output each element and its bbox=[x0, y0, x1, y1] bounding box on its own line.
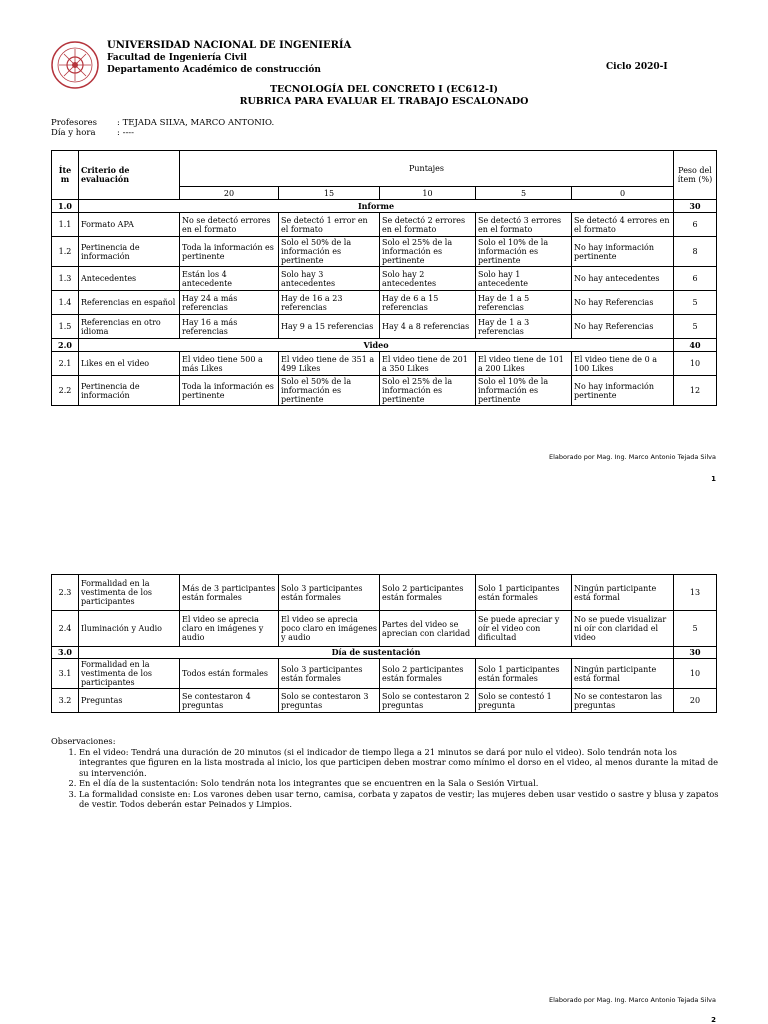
item-number: 1.4 bbox=[52, 291, 79, 315]
weight-cell: 10 bbox=[674, 352, 717, 376]
criterion-cell: Formalidad en la vestimenta de los participantes bbox=[79, 659, 180, 689]
score-cell: Ningún participante está formal bbox=[572, 575, 674, 611]
observation-item: 1. En el video: Tendrá una duración de 20 minutos (si el indicador de tiempo llega a 21 minutos se dará por nulo el video). Solo tendrán nota los integrantes que figuren en la lista mostrada al inicio, los que participen deben mostrar como mínimo el dorso en el video, al menos durante la mitad de su intervención. bbox=[79, 747, 721, 779]
table-row bbox=[52, 575, 717, 611]
score-cell: Solo el 10% de la información es pertinente bbox=[476, 376, 572, 406]
item-number: 1.3 bbox=[52, 267, 79, 291]
item-number: 2.2 bbox=[52, 376, 79, 406]
weight-cell: 13 bbox=[674, 575, 717, 611]
weight-cell: 5 bbox=[674, 291, 717, 315]
weight-cell: 6 bbox=[674, 213, 717, 237]
score-cell: Solo 3 participantes están formales bbox=[279, 659, 380, 689]
score-cell: No hay Referencias bbox=[572, 291, 674, 315]
section-number: 2.0 bbox=[52, 339, 79, 352]
item-number: 3.2 bbox=[52, 689, 79, 713]
header-puntajes: Puntajes bbox=[180, 151, 674, 187]
institution-block bbox=[107, 40, 351, 76]
score-header: 10 bbox=[380, 187, 476, 200]
criterion-cell: Formalidad en la vestimenta de los participantes bbox=[79, 575, 180, 611]
schedule-label: Día y hora bbox=[51, 128, 96, 138]
score-cell: Solo el 10% de la información es pertinente bbox=[476, 237, 572, 267]
criterion-cell: Preguntas bbox=[79, 689, 180, 713]
observation-item: 2. En el día de la sustentación: Solo tendrán nota los integrantes que se encuentren en la Sala o Sesión Virtual. bbox=[79, 778, 721, 789]
table-row bbox=[52, 611, 717, 647]
score-cell: Se puede apreciar y oír el video con dificultad bbox=[476, 611, 572, 647]
criterion-cell: Referencias en otro idioma bbox=[79, 315, 180, 339]
page-number: 1 bbox=[711, 475, 716, 483]
score-cell: No se puede visualizar ni oír con claridad el video bbox=[572, 611, 674, 647]
faculty-name: Facultad de Ingeniería Civil bbox=[107, 53, 247, 63]
score-cell: Hay de 6 a 15 referencias bbox=[380, 291, 476, 315]
score-cell: No hay Referencias bbox=[572, 315, 674, 339]
item-number: 2.3 bbox=[52, 575, 79, 611]
score-cell: Están los 4 antecedente bbox=[180, 267, 279, 291]
schedule-line bbox=[51, 128, 134, 138]
score-cell: Solo el 25% de la información es pertinente bbox=[380, 376, 476, 406]
score-cell: Se detectó 1 error en el formato bbox=[279, 213, 380, 237]
score-cell: El video tiene de 351 a 499 Likes bbox=[279, 352, 380, 376]
table-row bbox=[52, 291, 717, 315]
weight-cell: 6 bbox=[674, 267, 717, 291]
criterion-cell: Iluminación y Audio bbox=[79, 611, 180, 647]
item-number: 2.4 bbox=[52, 611, 79, 647]
score-cell: Toda la información es pertinente bbox=[180, 376, 279, 406]
header-criterion: Criterio de evaluación bbox=[79, 151, 180, 200]
criterion-cell: Likes en el video bbox=[79, 352, 180, 376]
score-cell: Solo 2 participantes están formales bbox=[380, 659, 476, 689]
footer-credit: Elaborado por Mag. Ing. Marco Antonio Tejada Silva bbox=[548, 996, 716, 1004]
table-row bbox=[52, 352, 717, 376]
score-header: 5 bbox=[476, 187, 572, 200]
score-cell: Se detectó 2 errores en el formato bbox=[380, 213, 476, 237]
section-title: Día de sustentación bbox=[79, 647, 674, 659]
section-row bbox=[52, 339, 717, 352]
score-cell: Toda la información es pertinente bbox=[180, 237, 279, 267]
score-cell: No se contestaron las preguntas bbox=[572, 689, 674, 713]
score-cell: Solo 1 participantes están formales bbox=[476, 575, 572, 611]
header-item: Íte m bbox=[52, 151, 79, 200]
observations-list bbox=[51, 747, 721, 810]
score-cell: Hay de 16 a 23 referencias bbox=[279, 291, 380, 315]
score-cell: Solo hay 3 antecedentes bbox=[279, 267, 380, 291]
score-cell: El video tiene de 0 a 100 Likes bbox=[572, 352, 674, 376]
score-cell: El video tiene de 201 a 350 Likes bbox=[380, 352, 476, 376]
weight-cell: 5 bbox=[674, 315, 717, 339]
table-row bbox=[52, 376, 717, 406]
score-cell: Solo el 50% de la información es pertinente bbox=[279, 237, 380, 267]
section-weight: 30 bbox=[674, 200, 717, 213]
rubric-table-page2 bbox=[51, 574, 717, 713]
section-title: Informe bbox=[79, 200, 674, 213]
score-cell: No hay información pertinente bbox=[572, 237, 674, 267]
section-number: 1.0 bbox=[52, 200, 79, 213]
score-header: 20 bbox=[180, 187, 279, 200]
document-title: TECNOLOGÍA DEL CONCRETO I (EC612-I) bbox=[269, 84, 499, 95]
score-cell: Más de 3 participantes están formales bbox=[180, 575, 279, 611]
header-weight: Peso del ítem (%) bbox=[674, 151, 717, 200]
table-row bbox=[52, 315, 717, 339]
item-number: 1.1 bbox=[52, 213, 79, 237]
table-row bbox=[52, 213, 717, 237]
score-cell: Hay 9 a 15 referencias bbox=[279, 315, 380, 339]
criterion-cell: Pertinencia de información bbox=[79, 237, 180, 267]
footer-credit: Elaborado por Mag. Ing. Marco Antonio Tejada Silva bbox=[548, 453, 716, 461]
score-cell: No se detectó errores en el formato bbox=[180, 213, 279, 237]
section-title: Video bbox=[79, 339, 674, 352]
score-cell: Hay 24 a más referencias bbox=[180, 291, 279, 315]
professor-line bbox=[51, 118, 274, 128]
score-cell: Solo 2 participantes están formales bbox=[380, 575, 476, 611]
section-row bbox=[52, 647, 717, 659]
professor-label: Profesores bbox=[51, 118, 98, 128]
item-number: 1.2 bbox=[52, 237, 79, 267]
score-cell: Solo hay 1 antecedente bbox=[476, 267, 572, 291]
criterion-cell: Formato APA bbox=[79, 213, 180, 237]
score-cell: Solo se contestaron 3 preguntas bbox=[279, 689, 380, 713]
table-row bbox=[52, 237, 717, 267]
university-name: UNIVERSIDAD NACIONAL DE INGENIERÍA bbox=[107, 40, 352, 51]
document-subtitle: RUBRICA PARA EVALUAR EL TRABAJO ESCALONADO bbox=[239, 96, 529, 107]
score-cell: Ningún participante está formal bbox=[572, 659, 674, 689]
score-header: 0 bbox=[572, 187, 674, 200]
section-weight: 30 bbox=[674, 647, 717, 659]
score-cell: Solo el 50% de la información es pertinente bbox=[279, 376, 380, 406]
weight-cell: 10 bbox=[674, 659, 717, 689]
score-cell: Hay 16 a más referencias bbox=[180, 315, 279, 339]
score-cell: Se detectó 4 errores en el formato bbox=[572, 213, 674, 237]
professor-value: : TEJADA SILVA, MARCO ANTONIO. bbox=[117, 118, 275, 128]
department-name: Departamento Académico de construcción bbox=[107, 65, 321, 75]
score-cell: Solo se contestaron 2 preguntas bbox=[380, 689, 476, 713]
score-cell: Hay de 1 a 3 referencias bbox=[476, 315, 572, 339]
cycle-label: Ciclo 2020-I bbox=[606, 62, 668, 72]
item-number: 2.1 bbox=[52, 352, 79, 376]
weight-cell: 12 bbox=[674, 376, 717, 406]
score-cell: El video tiene de 101 a 200 Likes bbox=[476, 352, 572, 376]
score-cell: No hay información pertinente bbox=[572, 376, 674, 406]
score-cell: Solo hay 2 antecedentes bbox=[380, 267, 476, 291]
score-cell: El video se aprecia poco claro en imágenes y audio bbox=[279, 611, 380, 647]
score-cell: No hay antecedentes bbox=[572, 267, 674, 291]
score-header: 15 bbox=[279, 187, 380, 200]
score-cell: Solo se contestó 1 pregunta bbox=[476, 689, 572, 713]
rubric-table-page1 bbox=[51, 150, 717, 406]
table-row bbox=[52, 689, 717, 713]
table-row bbox=[52, 659, 717, 689]
weight-cell: 5 bbox=[674, 611, 717, 647]
score-cell: Hay de 1 a 5 referencias bbox=[476, 291, 572, 315]
schedule-value: : ---- bbox=[117, 128, 135, 138]
weight-cell: 20 bbox=[674, 689, 717, 713]
criterion-cell: Pertinencia de información bbox=[79, 376, 180, 406]
weight-cell: 8 bbox=[674, 237, 717, 267]
table-row bbox=[52, 267, 717, 291]
score-cell: Todos están formales bbox=[180, 659, 279, 689]
score-cell: Solo el 25% de la información es pertinente bbox=[380, 237, 476, 267]
page-number: 2 bbox=[711, 1016, 716, 1024]
score-cell: Solo 3 participantes están formales bbox=[279, 575, 380, 611]
score-cell: Partes del video se aprecian con claridad bbox=[380, 611, 476, 647]
section-number: 3.0 bbox=[52, 647, 79, 659]
section-row bbox=[52, 200, 717, 213]
observations bbox=[51, 736, 721, 810]
observations-label: Observaciones: bbox=[51, 736, 116, 746]
criterion-cell: Antecedentes bbox=[79, 267, 180, 291]
university-logo bbox=[50, 40, 100, 90]
score-cell: Se contestaron 4 preguntas bbox=[180, 689, 279, 713]
section-weight: 40 bbox=[674, 339, 717, 352]
score-cell: El video tiene 500 a más Likes bbox=[180, 352, 279, 376]
score-cell: Solo 1 participantes están formales bbox=[476, 659, 572, 689]
score-cell: Se detectó 3 errores en el formato bbox=[476, 213, 572, 237]
score-cell: El video se aprecia claro en imágenes y audio bbox=[180, 611, 279, 647]
item-number: 1.5 bbox=[52, 315, 79, 339]
item-number: 3.1 bbox=[52, 659, 79, 689]
score-cell: Hay 4 a 8 referencias bbox=[380, 315, 476, 339]
criterion-cell: Referencias en español bbox=[79, 291, 180, 315]
observation-item: 3. La formalidad consiste en: Los varones deben usar terno, camisa, corbata y zapatos de vestir; las mujeres deben usar vestido o sastre y blusa y zapatos de vestir. Todos deberán estar Peinados y Limpios. bbox=[79, 789, 721, 810]
